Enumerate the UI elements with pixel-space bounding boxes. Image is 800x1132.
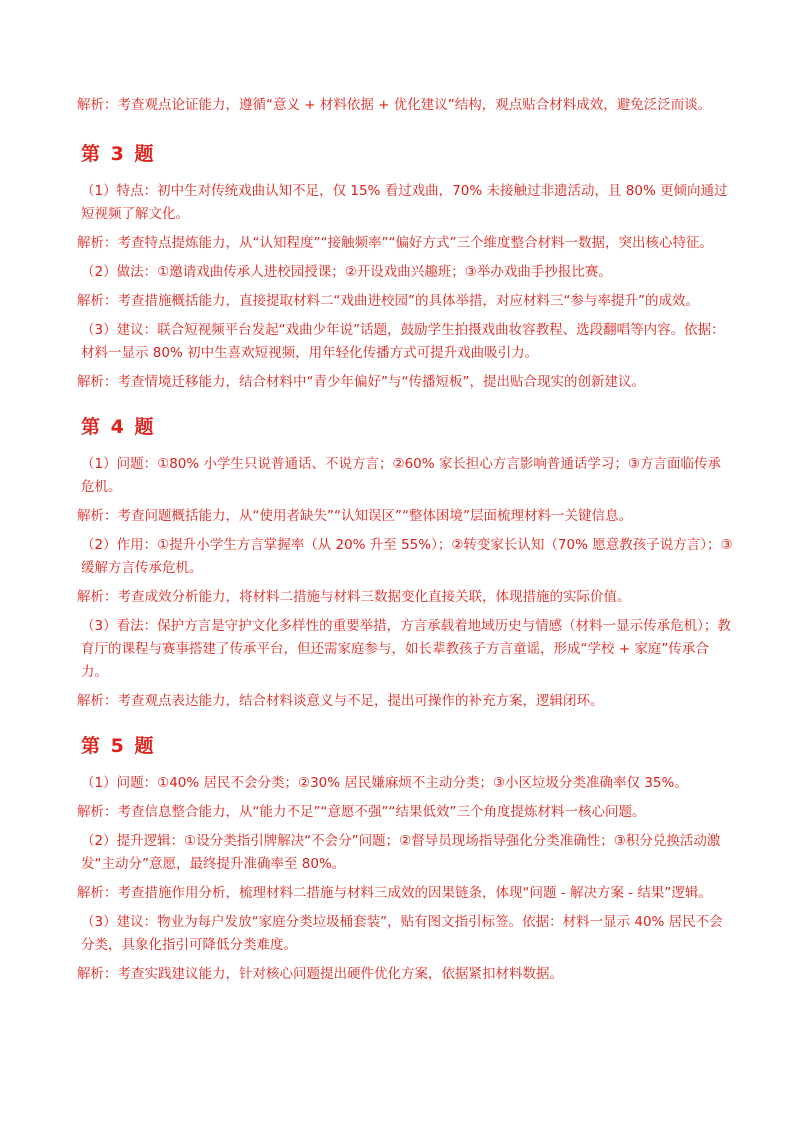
- q4-answer-1: （1）问题：①80% 小学生只说普通话、不说方言；②60% 家长担心方言影响普通话学习；③方言面临传承危机。: [81, 456, 721, 495]
- q4-answer-3: （3）看法：保护方言是守护文化多样性的重要举措，方言承载着地域历史与情感（材料一显示传承危机）；教育厅的课程与赛事搭建了传承平台，但还需家庭参与，如长辈教孩子方言童谣，形成“学校 + 家庭”传承合力。: [81, 618, 731, 680]
- q5-answer-2: （2）提升逻辑：①设分类指引牌解决“不会分”问题；②督导员现场指导强化分类准确性；③积分兑换活动激发“主动分”意愿，最终提升准确率至 80%。: [81, 833, 721, 872]
- question-4-heading: 第 4 题: [81, 416, 156, 438]
- q5-answer-3: （3）建议：物业为每户发放“家庭分类垃圾桶套装”，贴有图文指引标签。依据：材料一显示 40% 居民不会分类，具象化指引可降低分类难度。: [81, 914, 723, 953]
- q5-analysis-3: 解析：考查实践建议能力，针对核心问题提出硬件优化方案，依据紧扣材料数据。: [77, 966, 563, 982]
- question-5-section: [77, 733, 733, 986]
- q3-answer-2: （2）做法：①邀请戏曲传承人进校园授课；②开设戏曲兴趣班；③举办戏曲手抄报比赛。: [81, 264, 612, 280]
- q3-analysis-1: 解析：考查特点提炼能力，从“认知程度”“接触频率”“偏好方式”三个维度整合材料一数据，突出核心特征。: [77, 235, 713, 251]
- q4-analysis-3: 解析：考查观点表达能力，结合材料谈意义与不足，提出可操作的补充方案，逻辑闭环。: [77, 693, 604, 709]
- q4-analysis-2: 解析：考查成效分析能力，将材料二措施与材料三数据变化直接关联，体现措施的实际价值。: [77, 589, 631, 605]
- question-4-section: [77, 414, 733, 713]
- q3-answer-3: （3）建议：联合短视频平台发起“戏曲少年说”话题，鼓励学生拍摄戏曲妆容教程、选段翻唱等内容。依据：材料一显示 80% 初中生喜欢短视频，用年轻化传播方式可提升戏曲吸引力。: [81, 322, 725, 361]
- q3-analysis-3: 解析：考查情境迁移能力，结合材料中“青少年偏好”与“传播短板”，提出贴合现实的创新建议。: [77, 374, 645, 390]
- question-3-section: [77, 141, 733, 394]
- q3-analysis-2: 解析：考查措施概括能力，直接提取材料二“戏曲进校园”的具体举措，对应材料三“参与率提升”的成效。: [77, 293, 699, 309]
- q4-analysis-1: 解析：考查问题概括能力，从“使用者缺失”“认知误区”“整体困境”层面梳理材料一关键信息。: [77, 508, 632, 524]
- question-5-heading: 第 5 题: [81, 735, 156, 757]
- intro-analysis: 解析：考查观点论证能力，遵循“意义 + 材料依据 + 优化建议”结构，观点贴合材料成效，避免泛泛而谈。: [77, 97, 712, 113]
- q5-analysis-2: 解析：考查措施作用分析，梳理材料二措施与材料三成效的因果链条，体现“问题 - 解决方案 - 结果”逻辑。: [77, 885, 712, 901]
- document-page: [77, 94, 733, 992]
- q5-analysis-1: 解析：考查信息整合能力，从“能力不足”“意愿不强”“结果低效”三个角度提炼材料一核心问题。: [77, 804, 646, 820]
- q3-answer-1: （1）特点：初中生对传统戏曲认知不足，仅 15% 看过戏曲，70% 未接触过非遗活动，且 80% 更倾向通过短视频了解文化。: [81, 183, 728, 222]
- q5-answer-1: （1）问题：①40% 居民不会分类；②30% 居民嫌麻烦不主动分类；③小区垃圾分类准确率仅 35%。: [81, 775, 688, 791]
- question-3-heading: 第 3 题: [81, 143, 156, 165]
- q4-answer-2: （2）作用：①提升小学生方言掌握率（从 20% 升至 55%）；②转变家长认知（70% 愿意教孩子说方言）；③缓解方言传承危机。: [81, 537, 733, 576]
